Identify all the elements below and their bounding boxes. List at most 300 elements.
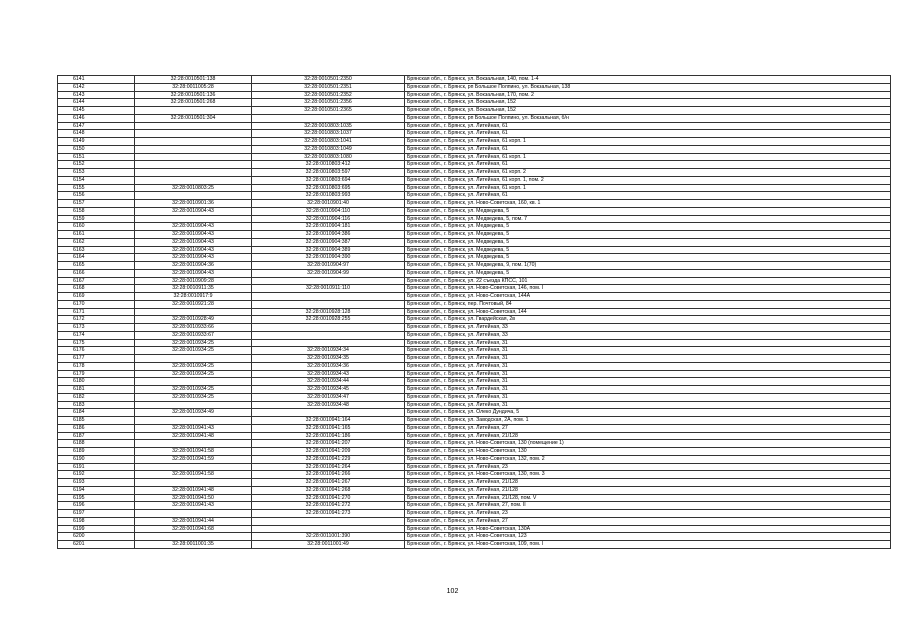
object-cadastral-number-cell (252, 331, 405, 339)
table-row (58, 362, 891, 370)
row-number-cell: 6176 (58, 347, 135, 355)
table-row (58, 122, 891, 130)
row-number-cell: 6188 (58, 440, 135, 448)
row-number-cell: 6149 (58, 138, 135, 146)
address-cell: Брянская обл., г. Брянск, ул. Ново-Советская, 123 (405, 533, 891, 541)
address-cell: Брянская обл., г. Брянск, ул. Литейная, 61 (405, 192, 891, 200)
address-cell: Брянская обл., г. Брянск, ул. Ново-Советская, 144 (405, 308, 891, 316)
object-cadastral-number-cell: 32:28:0010904:116 (252, 215, 405, 223)
row-number-cell: 6195 (58, 494, 135, 502)
land-plot-cadastral-number-cell: 32:28:0010934:25 (135, 362, 252, 370)
land-plot-cadastral-number-cell: 32:28:0010941:43 (135, 424, 252, 432)
object-cadastral-number-cell: 32:28:0011001:390 (252, 533, 405, 541)
row-number-cell: 6184 (58, 409, 135, 417)
land-plot-cadastral-number-cell: 32:28:0010911:35 (135, 285, 252, 293)
row-number-cell: 6173 (58, 324, 135, 332)
table-row (58, 300, 891, 308)
land-plot-cadastral-number-cell: 32:28:0010501:304 (135, 114, 252, 122)
row-number-cell: 6189 (58, 448, 135, 456)
address-cell: Брянская обл., г. Брянск, ул. Ново-Советская, 146, пом. I (405, 285, 891, 293)
address-cell: Брянская обл., г. Брянск, ул. Литейная, 31 (405, 362, 891, 370)
land-plot-cadastral-number-cell (135, 107, 252, 115)
land-plot-cadastral-number-cell: 32:28:0010934:25 (135, 347, 252, 355)
object-cadastral-number-cell: 32:28:0010934:35 (252, 355, 405, 363)
table-row (58, 285, 891, 293)
table-row (58, 533, 891, 541)
address-cell: Брянская обл., г. Брянск, ул. Медведева, 9, пом. 1(70) (405, 262, 891, 270)
row-number-cell: 6163 (58, 246, 135, 254)
address-cell: Брянская обл., г. Брянск, ул. Олеко Дундича, 5 (405, 409, 891, 417)
row-number-cell: 6191 (58, 463, 135, 471)
page-number: 102 (446, 588, 459, 595)
row-number-cell: 6158 (58, 207, 135, 215)
row-number-cell: 6159 (58, 215, 135, 223)
row-number-cell: 6154 (58, 176, 135, 184)
table-row (58, 107, 891, 115)
land-plot-cadastral-number-cell: 32:28:0011005:28 (135, 83, 252, 91)
object-cadastral-number-cell: 32:28:0010803:1037 (252, 130, 405, 138)
address-cell: Брянская обл., г. Брянск, ул. Литейная, 31 (405, 339, 891, 347)
land-plot-cadastral-number-cell (135, 440, 252, 448)
object-cadastral-number-cell: 32:28:0010904:99 (252, 269, 405, 277)
table-row (58, 192, 891, 200)
row-number-cell: 6175 (58, 339, 135, 347)
table-row (58, 114, 891, 122)
object-cadastral-number-cell (252, 409, 405, 417)
address-cell: Брянская обл., г. Брянск, ул. Литейная, 61 (405, 122, 891, 130)
table-row (58, 401, 891, 409)
address-cell: Брянская обл., г. Брянск, ул. Литейная, 21/128, пом. V (405, 494, 891, 502)
object-cadastral-number-cell: 32:28:0010803:412 (252, 161, 405, 169)
table-row (58, 223, 891, 231)
address-cell: Брянская обл., г. Брянск, ул. Литейная, 61 корп. 2 (405, 169, 891, 177)
land-plot-cadastral-number-cell: 32:28:0010941:58 (135, 471, 252, 479)
object-cadastral-number-cell: 32:28:0010501:2356 (252, 99, 405, 107)
object-cadastral-number-cell: 32:28:0010928:255 (252, 316, 405, 324)
address-cell: Брянская обл., г. Брянск, ул. Ново-Советская, 132, пом. 2 (405, 455, 891, 463)
table-row (58, 525, 891, 533)
land-plot-cadastral-number-cell: 32:28:0010941:50 (135, 494, 252, 502)
row-number-cell: 6194 (58, 486, 135, 494)
address-cell: Брянская обл., г. Брянск, ул. Медведева, 5 (405, 246, 891, 254)
object-cadastral-number-cell: 32:28:0010934:43 (252, 370, 405, 378)
land-plot-cadastral-number-cell: 32:28:0010904:43 (135, 246, 252, 254)
row-number-cell: 6160 (58, 223, 135, 231)
address-cell: Брянская обл., г. Брянск, ул. Литейная, 21/128 (405, 432, 891, 440)
row-number-cell: 6164 (58, 254, 135, 262)
object-cadastral-number-cell: 32:28:0010941:272 (252, 502, 405, 510)
land-plot-cadastral-number-cell (135, 122, 252, 130)
land-plot-cadastral-number-cell: 32:28:0010941:43 (135, 502, 252, 510)
address-cell: Брянская обл., г. Брянск, ул. Вокзальная, 140, пом. 1-4 (405, 76, 891, 84)
row-number-cell: 6179 (58, 370, 135, 378)
table-row (58, 510, 891, 518)
row-number-cell: 6142 (58, 83, 135, 91)
address-cell: Брянская обл., г. Брянск, ул. Литейная, 61 корп. 1 (405, 184, 891, 192)
land-plot-cadastral-number-cell: 32:28:0010941:44 (135, 517, 252, 525)
row-number-cell: 6197 (58, 510, 135, 518)
table-row (58, 277, 891, 285)
row-number-cell: 6152 (58, 161, 135, 169)
row-number-cell: 6162 (58, 238, 135, 246)
table-row (58, 370, 891, 378)
address-cell: Брянская обл., г. Брянск, ул. Литейная, 61 корп. 1 (405, 138, 891, 146)
table-row (58, 207, 891, 215)
row-number-cell: 6156 (58, 192, 135, 200)
land-plot-cadastral-number-cell: 32:28:0010901:36 (135, 200, 252, 208)
table-row (58, 262, 891, 270)
land-plot-cadastral-number-cell (135, 378, 252, 386)
land-plot-cadastral-number-cell (135, 308, 252, 316)
row-number-cell: 6170 (58, 300, 135, 308)
address-cell: Брянская обл., г. Брянск, ул. Литейная, 33 (405, 331, 891, 339)
row-number-cell: 6174 (58, 331, 135, 339)
land-plot-cadastral-number-cell: 32:28:0010501:136 (135, 91, 252, 99)
address-cell: Брянская обл., г. Брянск, ул. Литейная, 27, пом. II (405, 502, 891, 510)
row-number-cell: 6161 (58, 231, 135, 239)
object-cadastral-number-cell: 32:28:0010904:389 (252, 246, 405, 254)
land-plot-cadastral-number-cell (135, 463, 252, 471)
address-cell: Брянская обл., г. Брянск, ул. Литейная, 61 (405, 145, 891, 153)
address-cell: Брянская обл., г. Брянск, ул. Литейная, 61 корп. 1 (405, 153, 891, 161)
table-row (58, 316, 891, 324)
object-cadastral-number-cell: 32:28:0010803:1041 (252, 138, 405, 146)
object-cadastral-number-cell: 32:28:0010934:34 (252, 347, 405, 355)
row-number-cell: 6182 (58, 393, 135, 401)
land-plot-cadastral-number-cell: 32:28:0010941:48 (135, 486, 252, 494)
object-cadastral-number-cell: 32:28:0010803:694 (252, 176, 405, 184)
table-row (58, 145, 891, 153)
address-cell: Брянская обл., г. Брянск, ул. Медведева, 5 (405, 223, 891, 231)
row-number-cell: 6201 (58, 541, 135, 549)
row-number-cell: 6155 (58, 184, 135, 192)
table-row (58, 99, 891, 107)
table-row (58, 417, 891, 425)
object-cadastral-number-cell: 32:28:0010941:273 (252, 510, 405, 518)
table-row (58, 324, 891, 332)
address-cell: Брянская обл., г. Брянск, ул. Литейная, 31 (405, 347, 891, 355)
land-plot-cadastral-number-cell (135, 533, 252, 541)
object-cadastral-number-cell: 32:28:0010904:110 (252, 207, 405, 215)
table-row (58, 432, 891, 440)
object-cadastral-number-cell: 32:28:0010904:97 (252, 262, 405, 270)
object-cadastral-number-cell (252, 339, 405, 347)
object-cadastral-number-cell (252, 525, 405, 533)
object-cadastral-number-cell (252, 517, 405, 525)
table-row (58, 161, 891, 169)
object-cadastral-number-cell: 32:28:0010904:390 (252, 254, 405, 262)
table-row (58, 502, 891, 510)
object-cadastral-number-cell: 32:28:0010941:268 (252, 486, 405, 494)
object-cadastral-number-cell: 32:28:0011001:49 (252, 541, 405, 549)
land-plot-cadastral-number-cell: 32:28:0010904:43 (135, 223, 252, 231)
address-cell: Брянская обл., г. Брянск, ул. Медведева, 5, пом. 7 (405, 215, 891, 223)
row-number-cell: 6200 (58, 533, 135, 541)
row-number-cell: 6181 (58, 386, 135, 394)
land-plot-cadastral-number-cell (135, 215, 252, 223)
address-cell: Брянская обл., г. Брянск, ул. Ново-Советская, 130 (405, 448, 891, 456)
address-cell: Брянская обл., г. Брянск, ул. Ново-Советская, 160, кв. 1 (405, 200, 891, 208)
row-number-cell: 6198 (58, 517, 135, 525)
object-cadastral-number-cell: 32:28:0010941:264 (252, 463, 405, 471)
address-cell: Брянская обл., г. Брянск, ул. Литейная, 61 корп. 1, пом. 2 (405, 176, 891, 184)
address-cell: Брянская обл., г. Брянск, ул. Литейная, 31 (405, 386, 891, 394)
table-row (58, 176, 891, 184)
table-row (58, 169, 891, 177)
address-cell: Брянская обл., г. Брянск, ул. 22 съезда КПСС, 101 (405, 277, 891, 285)
land-plot-cadastral-number-cell (135, 176, 252, 184)
table-row (58, 393, 891, 401)
address-cell: Брянская обл., г. Брянск, ул. Литейная, 31 (405, 370, 891, 378)
address-cell: Брянская обл., г. Брянск, ул. Ново-Советская, 130, пом. 3 (405, 471, 891, 479)
land-plot-cadastral-number-cell: 32:28:0010941:58 (135, 448, 252, 456)
table-row (58, 138, 891, 146)
address-cell: Брянская обл., г. Брянск, ул. Ново-Советская, 144А (405, 293, 891, 301)
land-plot-cadastral-number-cell: 32:28:0010501:138 (135, 76, 252, 84)
row-number-cell: 6166 (58, 269, 135, 277)
address-cell: Брянская обл., г. Брянск, ул. Заводская, 2А, пом. 1 (405, 417, 891, 425)
table-row (58, 479, 891, 487)
row-number-cell: 6145 (58, 107, 135, 115)
address-cell: Брянская обл., г. Брянск, ул. Литейная, 31 (405, 401, 891, 409)
table-row (58, 339, 891, 347)
land-plot-cadastral-number-cell (135, 130, 252, 138)
object-cadastral-number-cell: 32:28:0010904:386 (252, 231, 405, 239)
land-plot-cadastral-number-cell: 32:28:0010904:43 (135, 269, 252, 277)
table-row (58, 238, 891, 246)
land-plot-cadastral-number-cell: 32:28:0010904:43 (135, 231, 252, 239)
table-row (58, 76, 891, 84)
table-row (58, 448, 891, 456)
object-cadastral-number-cell: 32:28:0010911:110 (252, 285, 405, 293)
land-plot-cadastral-number-cell (135, 169, 252, 177)
land-plot-cadastral-number-cell: 32:28:0010904:43 (135, 254, 252, 262)
land-plot-cadastral-number-cell (135, 510, 252, 518)
object-cadastral-number-cell: 32:28:0010934:36 (252, 362, 405, 370)
land-plot-cadastral-number-cell (135, 401, 252, 409)
row-number-cell: 6190 (58, 455, 135, 463)
address-cell: Брянская обл., г. Брянск, ул. Гвардейская, 2в (405, 316, 891, 324)
table-row (58, 184, 891, 192)
land-plot-cadastral-number-cell (135, 153, 252, 161)
registry-table (57, 75, 891, 549)
object-cadastral-number-cell: 32:28:0010941:207 (252, 440, 405, 448)
object-cadastral-number-cell (252, 277, 405, 285)
object-cadastral-number-cell: 32:28:0010901:40 (252, 200, 405, 208)
land-plot-cadastral-number-cell (135, 145, 252, 153)
table-row (58, 494, 891, 502)
row-number-cell: 6147 (58, 122, 135, 130)
land-plot-cadastral-number-cell: 32:28:0010934:25 (135, 370, 252, 378)
address-cell: Брянская обл., г. Брянск, рп Большое Полпино, ул. Вокзальная, 138 (405, 83, 891, 91)
object-cadastral-number-cell: 32:28:0010934:44 (252, 378, 405, 386)
table-row (58, 269, 891, 277)
table-row (58, 91, 891, 99)
object-cadastral-number-cell: 32:28:0010941:186 (252, 432, 405, 440)
address-cell: Брянская обл., г. Брянск, ул. Медведева, 5 (405, 207, 891, 215)
table-row (58, 471, 891, 479)
table-row (58, 541, 891, 549)
land-plot-cadastral-number-cell: 32:28:0010917:9 (135, 293, 252, 301)
object-cadastral-number-cell: 32:28:0010928:128 (252, 308, 405, 316)
object-cadastral-number-cell: 32:28:0010803:1035 (252, 122, 405, 130)
address-cell: Брянская обл., г. Брянск, ул. Вокзальная, 152 (405, 99, 891, 107)
address-cell: Брянская обл., г. Брянск, ул. Литейная, 23 (405, 510, 891, 518)
row-number-cell: 6187 (58, 432, 135, 440)
address-cell: Брянская обл., г. Брянск, ул. Литейная, 23 (405, 463, 891, 471)
object-cadastral-number-cell: 32:28:0010934:45 (252, 386, 405, 394)
land-plot-cadastral-number-cell: 32:28:0010941:68 (135, 525, 252, 533)
registry-table-body (58, 76, 891, 549)
table-row (58, 231, 891, 239)
land-plot-cadastral-number-cell (135, 138, 252, 146)
row-number-cell: 6144 (58, 99, 135, 107)
row-number-cell: 6167 (58, 277, 135, 285)
table-row (58, 409, 891, 417)
object-cadastral-number-cell: 32:28:0010941:267 (252, 479, 405, 487)
row-number-cell: 6192 (58, 471, 135, 479)
object-cadastral-number-cell: 32:28:0010941:229 (252, 455, 405, 463)
land-plot-cadastral-number-cell (135, 417, 252, 425)
address-cell: Брянская обл., г. Брянск, ул. Ново-Советская, 130А (405, 525, 891, 533)
object-cadastral-number-cell: 32:28:0010501:2350 (252, 76, 405, 84)
land-plot-cadastral-number-cell: 32:28:0010928:49 (135, 316, 252, 324)
object-cadastral-number-cell: 32:28:0010803:695 (252, 184, 405, 192)
table-row (58, 293, 891, 301)
row-number-cell: 6186 (58, 424, 135, 432)
row-number-cell: 6183 (58, 401, 135, 409)
row-number-cell: 6185 (58, 417, 135, 425)
row-number-cell: 6168 (58, 285, 135, 293)
table-row (58, 331, 891, 339)
table-row (58, 486, 891, 494)
object-cadastral-number-cell: 32:28:0010904:387 (252, 238, 405, 246)
land-plot-cadastral-number-cell: 32:28:0010803:25 (135, 184, 252, 192)
table-row (58, 246, 891, 254)
address-cell: Брянская обл., г. Брянск, ул. Литейная, 27 (405, 517, 891, 525)
land-plot-cadastral-number-cell: 32:28:0010934:49 (135, 409, 252, 417)
row-number-cell: 6146 (58, 114, 135, 122)
land-plot-cadastral-number-cell: 32:28:0010904:43 (135, 207, 252, 215)
object-cadastral-number-cell: 32:28:0010941:209 (252, 448, 405, 456)
address-cell: Брянская обл., г. Брянск, ул. Вокзальная, 170, пом. 2 (405, 91, 891, 99)
table-row (58, 517, 891, 525)
row-number-cell: 6193 (58, 479, 135, 487)
row-number-cell: 6199 (58, 525, 135, 533)
address-cell: Брянская обл., г. Брянск, ул. Ново-Советская, 130 (помещение 1) (405, 440, 891, 448)
table-row (58, 130, 891, 138)
object-cadastral-number-cell: 32:28:0010934:47 (252, 393, 405, 401)
object-cadastral-number-cell: 32:28:0010803:1049 (252, 145, 405, 153)
object-cadastral-number-cell: 32:28:0010501:2352 (252, 91, 405, 99)
address-cell: Брянская обл., г. Брянск, ул. Литейная, 31 (405, 355, 891, 363)
row-number-cell: 6171 (58, 308, 135, 316)
row-number-cell: 6153 (58, 169, 135, 177)
table-row (58, 308, 891, 316)
address-cell: Брянская обл., г. Брянск, ул. Литейная, 21/128 (405, 479, 891, 487)
table-row (58, 200, 891, 208)
object-cadastral-number-cell: 32:28:0010803:597 (252, 169, 405, 177)
address-cell: Брянская обл., г. Брянск, ул. Литейная, 33 (405, 324, 891, 332)
row-number-cell: 6196 (58, 502, 135, 510)
table-row (58, 455, 891, 463)
land-plot-cadastral-number-cell (135, 192, 252, 200)
object-cadastral-number-cell (252, 324, 405, 332)
table-row (58, 355, 891, 363)
land-plot-cadastral-number-cell: 32:28:0010904:36 (135, 262, 252, 270)
row-number-cell: 6172 (58, 316, 135, 324)
land-plot-cadastral-number-cell (135, 355, 252, 363)
land-plot-cadastral-number-cell (135, 479, 252, 487)
table-row (58, 215, 891, 223)
row-number-cell: 6180 (58, 378, 135, 386)
table-row (58, 153, 891, 161)
row-number-cell: 6169 (58, 293, 135, 301)
land-plot-cadastral-number-cell: 32:28:0010909:28 (135, 277, 252, 285)
table-row (58, 254, 891, 262)
land-plot-cadastral-number-cell: 32:28:0010934:25 (135, 386, 252, 394)
object-cadastral-number-cell: 32:28:0010904:181 (252, 223, 405, 231)
land-plot-cadastral-number-cell: 32:28:0010934:25 (135, 393, 252, 401)
object-cadastral-number-cell: 32:28:0010501:2351 (252, 83, 405, 91)
object-cadastral-number-cell: 32:28:0010941:164 (252, 417, 405, 425)
object-cadastral-number-cell: 32:28:0010941:266 (252, 471, 405, 479)
table-row (58, 424, 891, 432)
address-cell: Брянская обл., г. Брянск, ул. Медведева, 5 (405, 231, 891, 239)
row-number-cell: 6148 (58, 130, 135, 138)
land-plot-cadastral-number-cell: 32:28:0010941:48 (135, 432, 252, 440)
address-cell: Брянская обл., г. Брянск, ул. Ново-Советская, 109, пом. I (405, 541, 891, 549)
address-cell: Брянская обл., г. Брянск, пер. Почтовый, 84 (405, 300, 891, 308)
land-plot-cadastral-number-cell: 32:28:0010933:67 (135, 331, 252, 339)
table-row (58, 440, 891, 448)
row-number-cell: 6165 (58, 262, 135, 270)
object-cadastral-number-cell: 32:28:0010934:48 (252, 401, 405, 409)
address-cell: Брянская обл., г. Брянск, ул. Литейная, 61 (405, 130, 891, 138)
address-cell: Брянская обл., г. Брянск, рп Большое Полпино, ул. Вокзальная, б/н (405, 114, 891, 122)
table-row (58, 378, 891, 386)
land-plot-cadastral-number-cell: 32:28:0010941:59 (135, 455, 252, 463)
address-cell: Брянская обл., г. Брянск, ул. Литейная, 31 (405, 378, 891, 386)
row-number-cell: 6178 (58, 362, 135, 370)
land-plot-cadastral-number-cell: 32:28:0010501:268 (135, 99, 252, 107)
row-number-cell: 6177 (58, 355, 135, 363)
row-number-cell: 6151 (58, 153, 135, 161)
table-row (58, 83, 891, 91)
row-number-cell: 6150 (58, 145, 135, 153)
address-cell: Брянская обл., г. Брянск, ул. Литейная, 31 (405, 393, 891, 401)
table-row (58, 386, 891, 394)
object-cadastral-number-cell (252, 114, 405, 122)
object-cadastral-number-cell: 32:28:0010941:165 (252, 424, 405, 432)
table-row (58, 463, 891, 471)
address-cell: Брянская обл., г. Брянск, ул. Литейная, 61 (405, 161, 891, 169)
land-plot-cadastral-number-cell: 32:28:0010921:28 (135, 300, 252, 308)
land-plot-cadastral-number-cell: 32:28:0011001:35 (135, 541, 252, 549)
object-cadastral-number-cell: 32:28:0010803:993 (252, 192, 405, 200)
land-plot-cadastral-number-cell: 32:28:0010934:25 (135, 339, 252, 347)
table-row (58, 347, 891, 355)
address-cell: Брянская обл., г. Брянск, ул. Литейная, 21/128 (405, 486, 891, 494)
row-number-cell: 6143 (58, 91, 135, 99)
object-cadastral-number-cell: 32:28:0010803:1080 (252, 153, 405, 161)
object-cadastral-number-cell (252, 300, 405, 308)
row-number-cell: 6141 (58, 76, 135, 84)
row-number-cell: 6157 (58, 200, 135, 208)
land-plot-cadastral-number-cell: 32:28:0010904:43 (135, 238, 252, 246)
object-cadastral-number-cell (252, 293, 405, 301)
land-plot-cadastral-number-cell: 32:28:0010933:66 (135, 324, 252, 332)
